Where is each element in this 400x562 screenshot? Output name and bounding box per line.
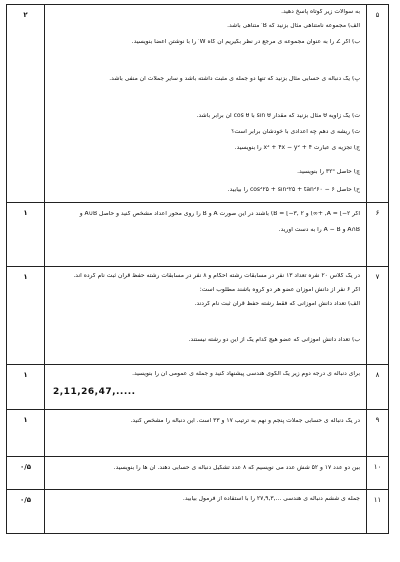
question-line: ح) حاصل cos²۲۵ + sin²۲۵ + tan²۶۰ − ۶ را بیابید. — [227, 187, 360, 193]
score-cell: ۰/۵ — [7, 490, 45, 533]
question-row-10 — [6, 457, 389, 490]
question-number: ۷ — [366, 267, 388, 364]
score-cell: ۱ — [7, 365, 45, 409]
score-cell: ۰/۵ — [7, 457, 45, 489]
score-cell: ۱ — [7, 203, 45, 266]
question-line: چ) حاصل ۳۲⁵ را بنویسید. — [297, 169, 360, 175]
question-number: ۸ — [366, 365, 388, 409]
question-row-6 — [6, 203, 389, 267]
question-line: جمله ی ششم دنباله ی هندسی ...,۲۷,۹,۳ را با استفاده از فرمول بیابید. — [182, 496, 360, 502]
question-line: الف) تعداد دانش آموزانی که فقط رشته حفظ قران ثبت نام کردند. — [194, 301, 360, 307]
question-body — [47, 365, 364, 409]
question-body — [47, 457, 364, 489]
question-number: ۶ — [366, 203, 388, 266]
question-line: برای دنباله ی درجه دوم زیر یک الگوی هندسی پیشنهاد کنید و جمله ی عمومی آن را بنویسید. — [132, 371, 360, 377]
question-body — [47, 410, 364, 456]
question-line: اگر ۶ نفر از دانش آموزان عضو هر دو گروه باشند مطلوب است: — [199, 287, 360, 293]
question-line: در یک کلاس ۲۰ نفره تعداد ۱۳ نفر در مسابقات رشته احکام و ۸ نفر در مسابقات رشته حفظ قران ثبت نام کرده اند. — [73, 273, 360, 279]
question-row-5 — [6, 4, 389, 203]
score-cell: ۲ — [7, 5, 45, 202]
question-row-11 — [6, 490, 389, 534]
question-number: ۹ — [366, 410, 388, 456]
question-number: ۱۱ — [366, 490, 388, 533]
question-body — [47, 5, 364, 202]
score-cell: ۱ — [7, 410, 45, 456]
question-line: بین دو عدد ۱۷ و ۵۲ شش عدد می نویسیم که ۸ عدد تشکیل دنباله ی حسابی دهند. آن ها را بنویسید. — [113, 465, 360, 471]
question-row-7 — [6, 267, 389, 365]
question-line: اگر A = [−۲, +∞) و B = [−۳, ۲) باشند در این صورت A و B را روی محور اعداد مشخص کنید و حاصل A∪B و — [79, 211, 360, 217]
question-body — [47, 490, 364, 533]
exam-table — [6, 4, 389, 534]
question-line: A∩B و A − B را به دست آورید. — [278, 227, 360, 233]
question-line: ت) یک زاویه θ مثال بزنید که مقدار sin θ با cos θ آن برابر باشد. — [196, 113, 360, 119]
question-line: به سوالات زیر کوتاه پاسخ دهید. — [281, 9, 360, 15]
question-line: ب) تعداد دانش آموزانی که عضو هیچ کدام یک از این دو رشته نیستند. — [188, 337, 360, 343]
question-line: ب) اگر Z را به عنوان مجموعه ی مرجع در نظر بگیریم آن گاه W′ را با نوشتن اعضا بنویسید. — [131, 39, 360, 45]
question-body — [47, 203, 364, 266]
question-body — [47, 267, 364, 364]
question-line: پ) یک دنباله ی حسابی مثال بزنید که تنها دو جمله ی مثبت داشته باشد و سایر جملات آن منفی باشد. — [109, 76, 360, 82]
question-line: در یک دنباله ی حسابی جملات پنجم و نهم به ترتیب ۱۷ و ۳۳ است. این دنباله را مشخص کنید. — [130, 418, 360, 424]
question-line: ج) تجزیه ی عبارت x² + ۴x − y² + ۴ را بنویسید. — [234, 145, 360, 151]
question-row-9 — [6, 410, 389, 457]
question-line: ث) ریشه ی دهم چه اعدادی با خودشان برابر است؟ — [231, 129, 360, 135]
question-line: الف) مجموعه نامتناهی مثال بزنید که B′ متناهی باشد. — [227, 23, 360, 29]
sequence-text: 2,11,26,47,..... — [53, 387, 136, 397]
question-number: ۱۰ — [366, 457, 388, 489]
question-number: ۵ — [366, 5, 388, 202]
question-row-8 — [6, 365, 389, 410]
score-cell: ۱ — [7, 267, 45, 364]
